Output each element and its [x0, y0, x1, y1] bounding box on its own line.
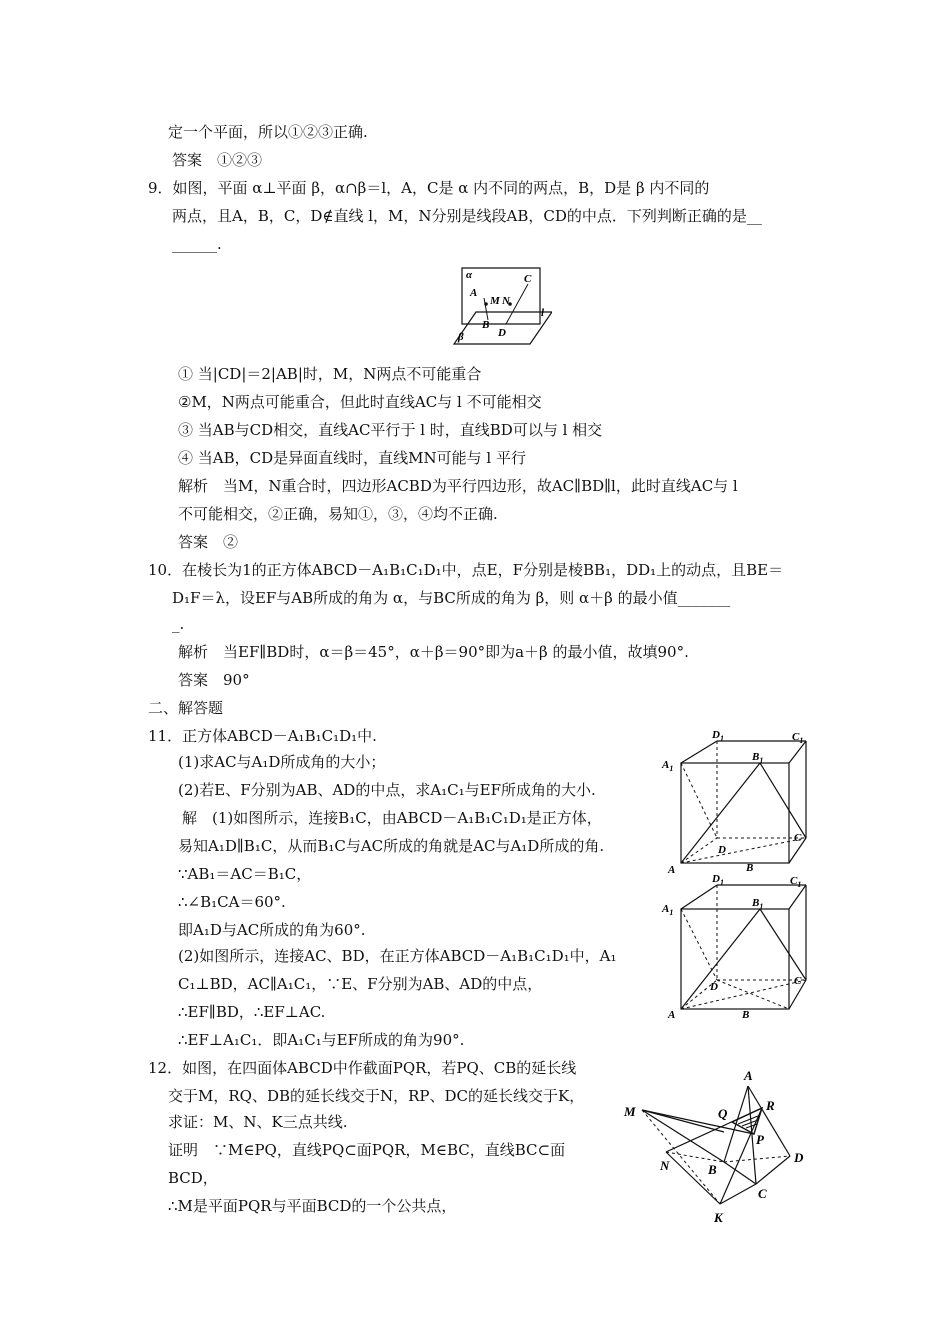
label-N: N: [660, 1158, 670, 1173]
label-K: K: [714, 1210, 723, 1225]
text-line: 定一个平面，所以①②③正确.: [168, 123, 368, 141]
option-3: ③ 当AB与CD相交，直线AC平行于 l 时，直线BD可以与 l 相交: [178, 421, 603, 439]
label-B: B: [482, 319, 490, 331]
label-B1: $B_1$: [752, 751, 764, 765]
text-line: BCD，: [168, 1169, 218, 1187]
text-line: ______.: [172, 235, 222, 253]
label-C: C: [758, 1186, 767, 1201]
answer-line: 答案 ②: [178, 533, 239, 551]
label-Q: Q: [718, 1106, 728, 1121]
text-line: 两点，且A，B，C，D∉直线 l，M，N分别是线段AB，CD的中点．下列判断正确的是__: [172, 207, 762, 225]
cube-figure-1: [660, 728, 810, 876]
label-D: D: [718, 844, 726, 856]
label-C1: $C_1$: [790, 875, 802, 889]
label-B: B: [708, 1162, 717, 1177]
text-line: D₁F＝λ，设EF与AB所成的角为 α，与BC所成的角为 β，则 α＋β 的最小值_______: [172, 589, 731, 607]
label-A: A: [470, 287, 478, 299]
label-A: A: [668, 1009, 676, 1021]
question-12: 12．如图，在四面体ABCD中作截面PQR，若PQ、CB的延长线: [148, 1059, 577, 1077]
answer-line: 答案 ①②③: [172, 151, 263, 169]
label-A: A: [668, 864, 676, 876]
label-B1: $B_1$: [752, 897, 764, 911]
question-9: 9．如图，平面 α⊥平面 β，α∩β＝l，A，C是 α 内不同的两点，B，D是 β 内不同的: [148, 179, 710, 197]
label-N: N: [502, 295, 510, 307]
text-line: 易知A₁D∥B₁C，从而B₁C与AC所成的角就是AC与A₁D所成的角.: [178, 837, 605, 855]
question-11: 11．正方体ABCD－A₁B₁C₁D₁中.: [148, 727, 377, 745]
label-B: B: [742, 1009, 750, 1021]
text-line: (2)如图所示，连接AC、BD，在正方体ABCD－A₁B₁C₁D₁中，A₁: [178, 947, 617, 965]
label-beta: β: [458, 331, 464, 343]
text-line: 交于M，RQ、DB的延长线交于N，RP、DC的延长线交于K，: [168, 1087, 585, 1105]
label-D1: $D_1$: [712, 873, 724, 887]
option-4: ④ 当AB，CD是异面直线时，直线MN可能与 l 平行: [178, 449, 526, 467]
label-P: P: [756, 1132, 764, 1147]
tetrahedron-figure: [620, 1066, 820, 1226]
text-line: ∴EF∥BD，∴EF⊥AC.: [178, 1003, 326, 1021]
label-A1: $A_1$: [662, 903, 674, 917]
text-line: 求证：M、N、K三点共线.: [168, 1113, 348, 1131]
label-C: C: [794, 975, 802, 987]
text-line: (1)求AC与A₁D所成角的大小；: [178, 753, 386, 771]
analysis-line: 解析 当EF∥BD时，α＝β＝45°，α＋β＝90°即为a＋β 的最小值，故填90°.: [178, 643, 689, 661]
text-line: 即A₁D与AC所成的角为60°.: [178, 921, 366, 939]
text-line: 解 (1)如图所示，连接B₁C，由ABCD－A₁B₁C₁D₁是正方体，: [182, 809, 602, 827]
option-1: ① 当|CD|＝2|AB|时，M，N两点不可能重合: [178, 365, 482, 383]
text-line: ∴EF⊥A₁C₁．即A₁C₁与EF所成的角为90°.: [178, 1031, 465, 1049]
analysis-line: 解析 当M，N重合时，四边形ACBD为平行四边形，故AC∥BD∥l，此时直线AC与 l: [178, 477, 738, 495]
label-C: C: [524, 273, 532, 285]
text-line: 不可能相交，②正确，易知①，③，④均不正确.: [178, 505, 498, 523]
cube-figure-2: [660, 872, 810, 1022]
section-heading: 二、解答题: [148, 699, 224, 717]
label-D: D: [498, 327, 506, 339]
label-B: B: [746, 862, 754, 874]
text-line: (2)若E、F分别为AB、AD的中点，求A₁C₁与EF所成角的大小.: [178, 781, 596, 799]
planes-figure: [432, 262, 552, 352]
label-M: M: [490, 295, 500, 307]
label-l: l: [541, 307, 545, 319]
label-C: C: [794, 832, 802, 844]
option-2: ②M，N两点可能重合，但此时直线AC与 l 不可能相交: [178, 393, 542, 411]
text-line: ∵AB₁＝AC＝B₁C，: [178, 865, 312, 883]
text-line: ∴M是平面PQR与平面BCD的一个公共点，: [168, 1197, 457, 1215]
text-line: 证明 ∵M∈PQ，直线PQ⊂面PQR，M∈BC，直线BC⊂面: [168, 1141, 566, 1159]
label-alpha: α: [466, 269, 473, 281]
question-10: 10．在棱长为1的正方体ABCD－A₁B₁C₁D₁中，点E，F分别是棱BB₁，DD₁上的动点，且BE＝: [148, 561, 784, 579]
label-A: A: [744, 1068, 753, 1083]
label-C1: $C_1$: [792, 731, 804, 745]
label-D: D: [710, 981, 718, 993]
label-D: D: [794, 1150, 804, 1165]
label-R: R: [766, 1098, 775, 1113]
label-M: M: [624, 1104, 636, 1119]
label-D1: $D_1$: [712, 729, 724, 743]
text-line: _.: [172, 615, 185, 633]
answer-line: 答案 90°: [178, 671, 250, 689]
label-A1: $A_1$: [662, 759, 674, 773]
text-line: C₁⊥BD，AC∥A₁C₁，∵E、F分别为AB、AD的中点，: [178, 975, 543, 993]
text-line: ∴∠B₁CA＝60°.: [178, 893, 286, 911]
